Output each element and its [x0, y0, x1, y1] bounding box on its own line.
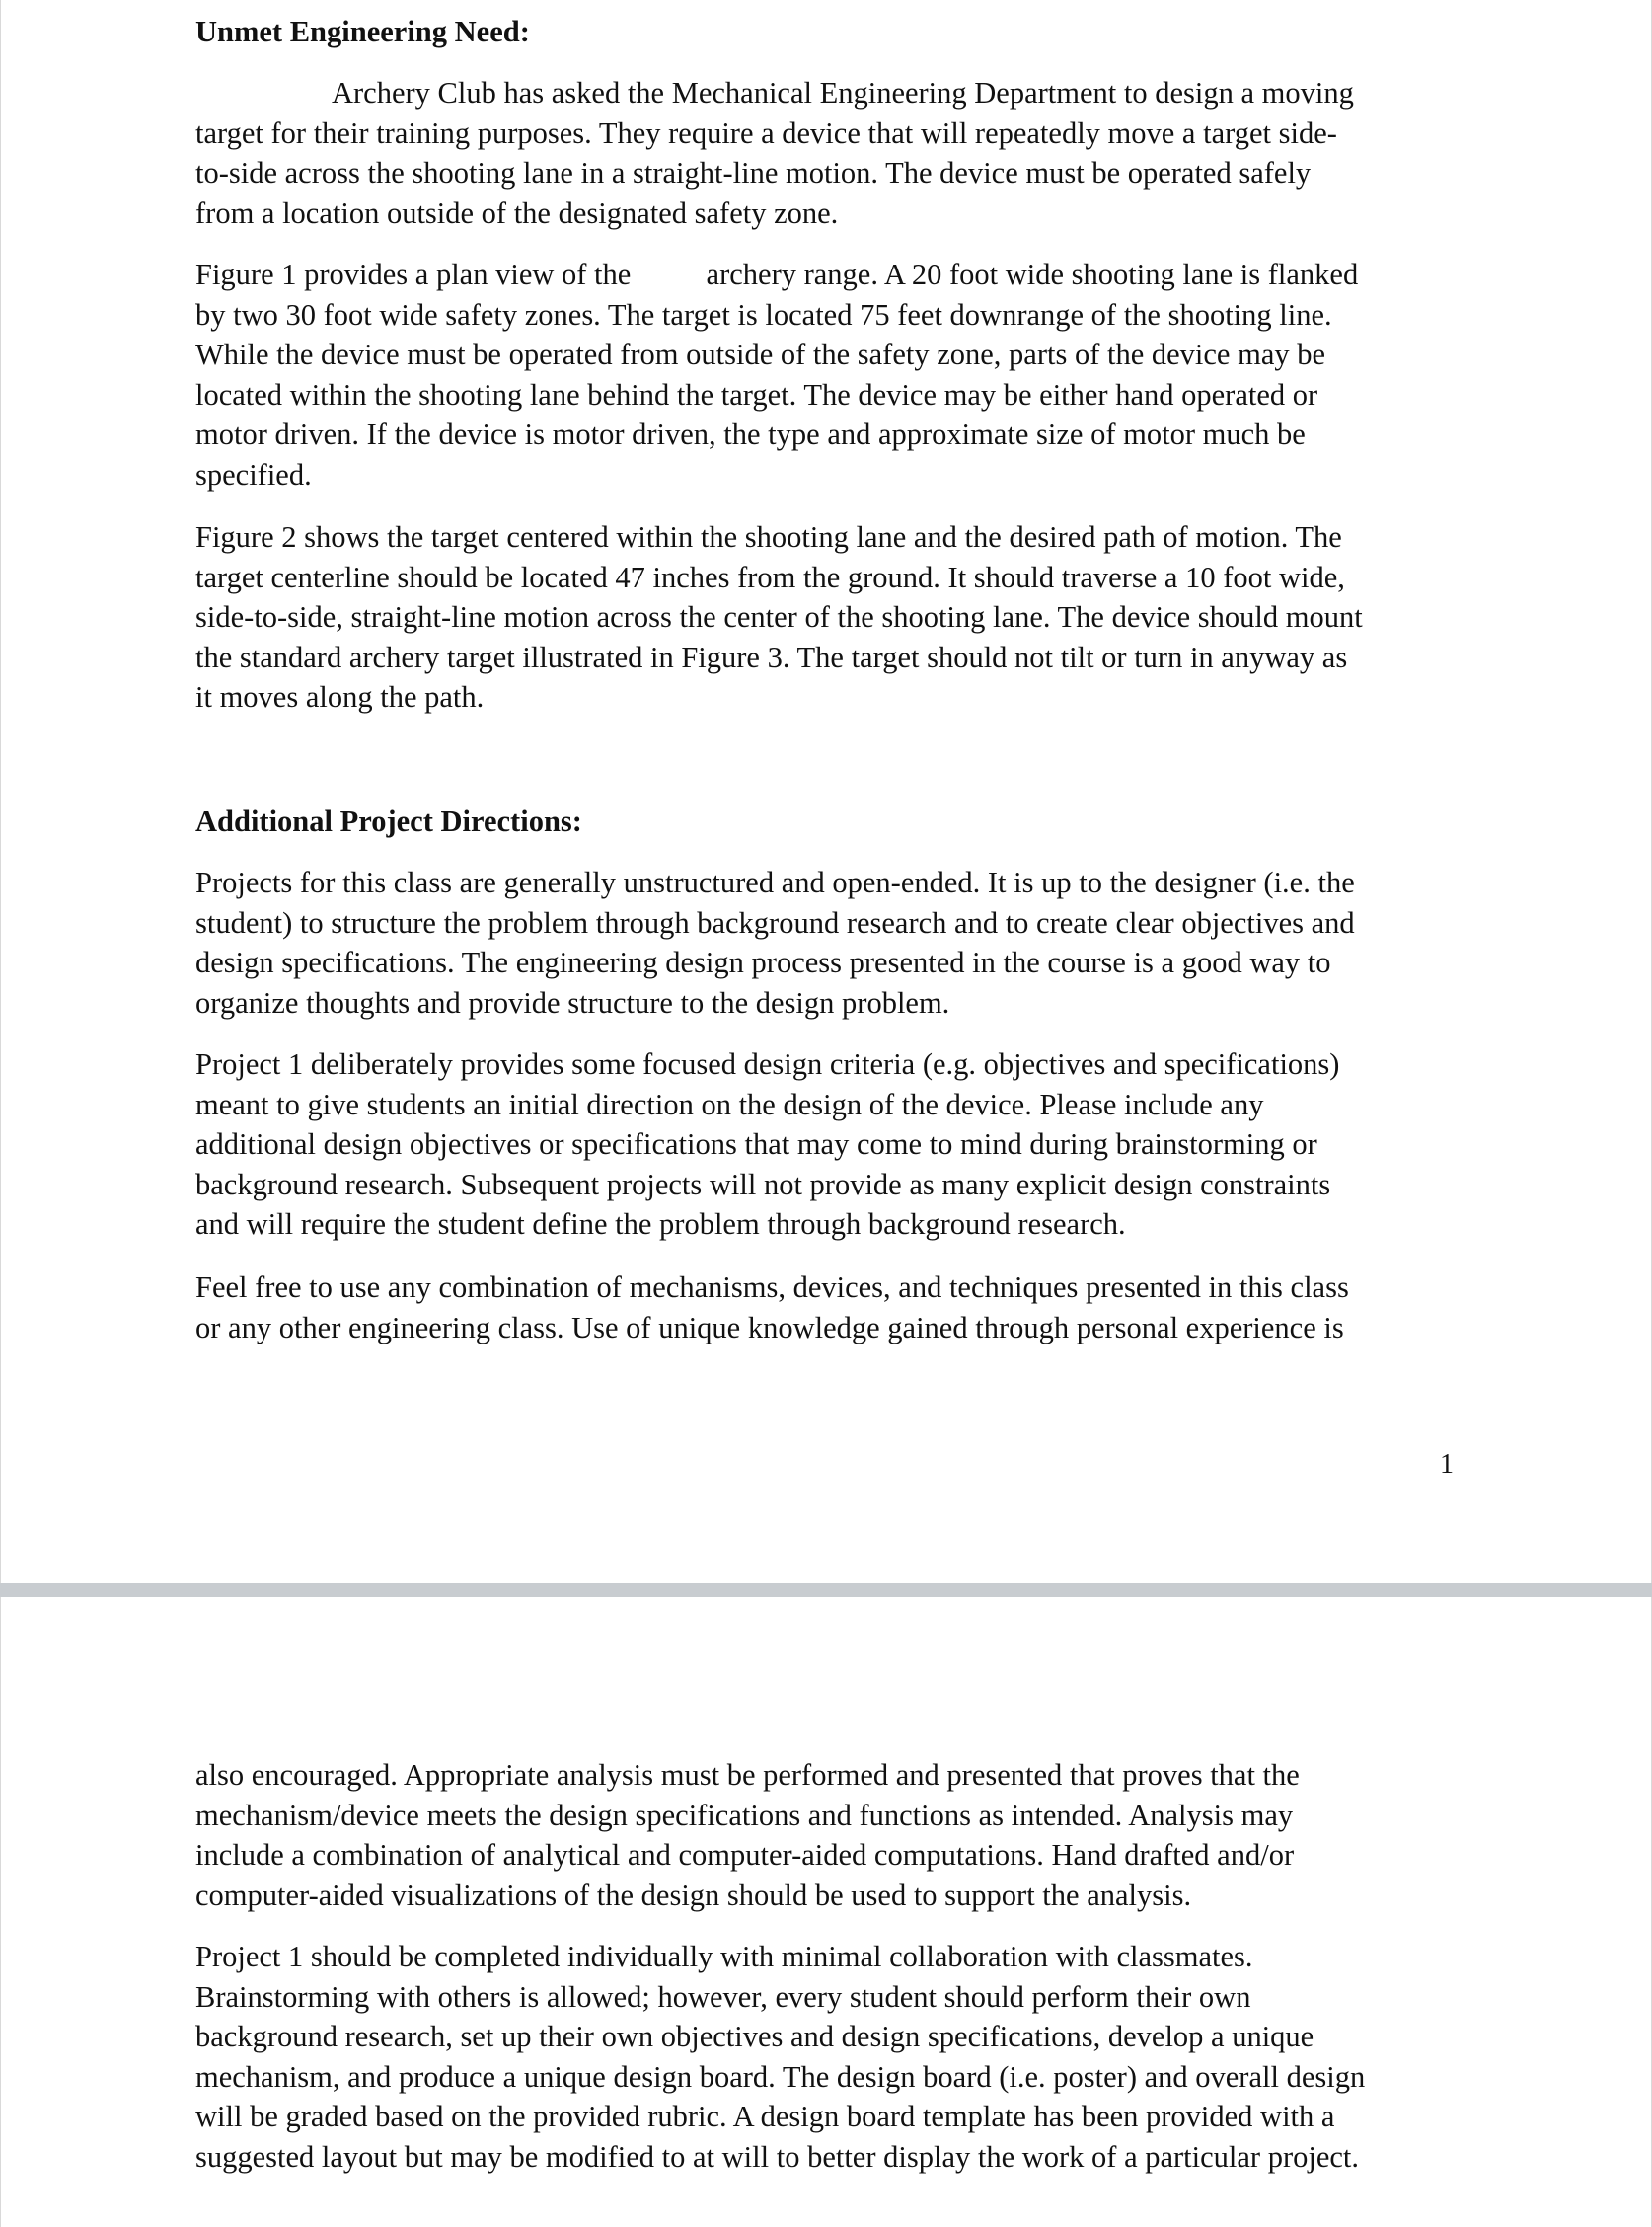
text-line: organize thoughts and provide structure to the design problem.	[195, 985, 950, 1020]
text-line: student) to structure the problem through background research and to create clear objectives and	[195, 905, 1355, 940]
text-line: from a location outside of the designated safety zone.	[195, 195, 839, 230]
text-line: specified.	[195, 457, 312, 492]
text-line: Figure 1 provides a plan view of the archery range. A 20 foot wide shooting lane is flanked	[195, 258, 1359, 291]
text-line: background research. Subsequent projects will not provide as many explicit design constraints	[195, 1167, 1331, 1201]
paragraph-unstructured-projects	[195, 863, 1478, 1023]
page-number: 1	[1440, 1449, 1454, 1480]
text-line: or any other engineering class. Use of unique knowledge gained through personal experience is	[195, 1310, 1344, 1344]
text-line: mechanism, and produce a unique design board. The design board (i.e. poster) and overall design	[195, 2059, 1366, 2094]
text-line: located within the shooting lane behind the target. The device may be either hand operated or	[195, 377, 1318, 412]
text-line: to-side across the shooting lane in a straight-line motion. The device must be operated safely	[195, 156, 1312, 191]
text-line: Project 1 deliberately provides some focused design criteria (e.g. objectives and specifications)	[195, 1047, 1340, 1081]
text-line: While the device must be operated from outside of the safety zone, parts of the device may be	[195, 338, 1326, 372]
text-line: Feel free to use any combination of mechanisms, devices, and techniques presented in this class	[195, 1270, 1349, 1304]
text-line: target for their training purposes. They require a device that will repeatedly move a target side-	[195, 115, 1337, 150]
text-line: will be graded based on the provided rubric. A design board template has been provided with a	[195, 2100, 1335, 2134]
section-unmet-need-heading	[195, 12, 1478, 52]
text-line: design specifications. The engineering design process presented in the course is a good way to	[195, 946, 1331, 980]
paragraph-design-criteria	[195, 1044, 1478, 1245]
text-line: and will require the student define the problem through background research.	[195, 1207, 1126, 1242]
paragraph-analysis-requirements	[195, 1755, 1478, 1915]
text-line: it moves along the path.	[195, 680, 485, 715]
heading-unmet-engineering-need: Unmet Engineering Need:	[195, 15, 530, 48]
text-line: side-to-side, straight-line motion across the center of the shooting lane. The device should mount	[195, 600, 1363, 635]
text-line: the standard archery target illustrated in Figure 3. The target should not tilt or turn in anyway as	[195, 640, 1348, 674]
text-line: meant to give students an initial direction on the design of the device. Please include any	[195, 1087, 1264, 1121]
text-line: Brainstorming with others is allowed; however, every student should perform their own	[195, 1979, 1251, 2014]
text-line: by two 30 foot wide safety zones. The target is located 75 feet downrange of the shooting line.	[195, 297, 1332, 332]
paragraph-mechanisms-freedom	[195, 1267, 1478, 1347]
page-separator	[0, 1583, 1652, 1597]
heading-additional-project-directions: Additional Project Directions:	[195, 805, 582, 838]
text-line: motor driven. If the device is motor driven, the type and approximate size of motor much be	[195, 418, 1306, 452]
text-line: include a combination of analytical and computer-aided computations. Hand drafted and/or	[195, 1838, 1295, 1873]
text-line: target centerline should be located 47 inches from the ground. It should traverse a 10 foot wide,	[195, 560, 1345, 594]
text-line: mechanism/device meets the design specifications and functions as intended. Analysis may	[195, 1798, 1294, 1832]
text-line: computer-aided visualizations of the design should be used to support the analysis.	[195, 1878, 1192, 1912]
text-line: also encouraged. Appropriate analysis must be performed and presented that proves that the	[195, 1758, 1300, 1792]
text-line: suggested layout but may be modified to at will to better display the work of a particular project.	[195, 2139, 1360, 2174]
paragraph-figure-2-target-path	[195, 517, 1478, 718]
paragraph-figure-1-range	[195, 255, 1478, 496]
text-line: additional design objectives or specifications that may come to mind during brainstorming or	[195, 1127, 1317, 1162]
text-line: Projects for this class are generally unstructured and open-ended. It is up to the designer (i.e. the	[195, 866, 1355, 899]
text-line: Figure 2 shows the target centered within the shooting lane and the desired path of motion. The	[195, 520, 1342, 554]
text-line: background research, set up their own objectives and design specifications, develop a unique	[195, 2020, 1314, 2054]
document-page-2	[0, 1597, 1652, 2227]
paragraph-archery-club-request	[195, 73, 1478, 233]
paragraph-individual-work	[195, 1937, 1478, 2178]
text-line: Project 1 should be completed individually with minimal collaboration with classmates.	[195, 1940, 1253, 1973]
text-line: Archery Club has asked the Mechanical Engineering Department to design a moving	[332, 76, 1354, 110]
section-directions-heading	[195, 802, 1478, 842]
